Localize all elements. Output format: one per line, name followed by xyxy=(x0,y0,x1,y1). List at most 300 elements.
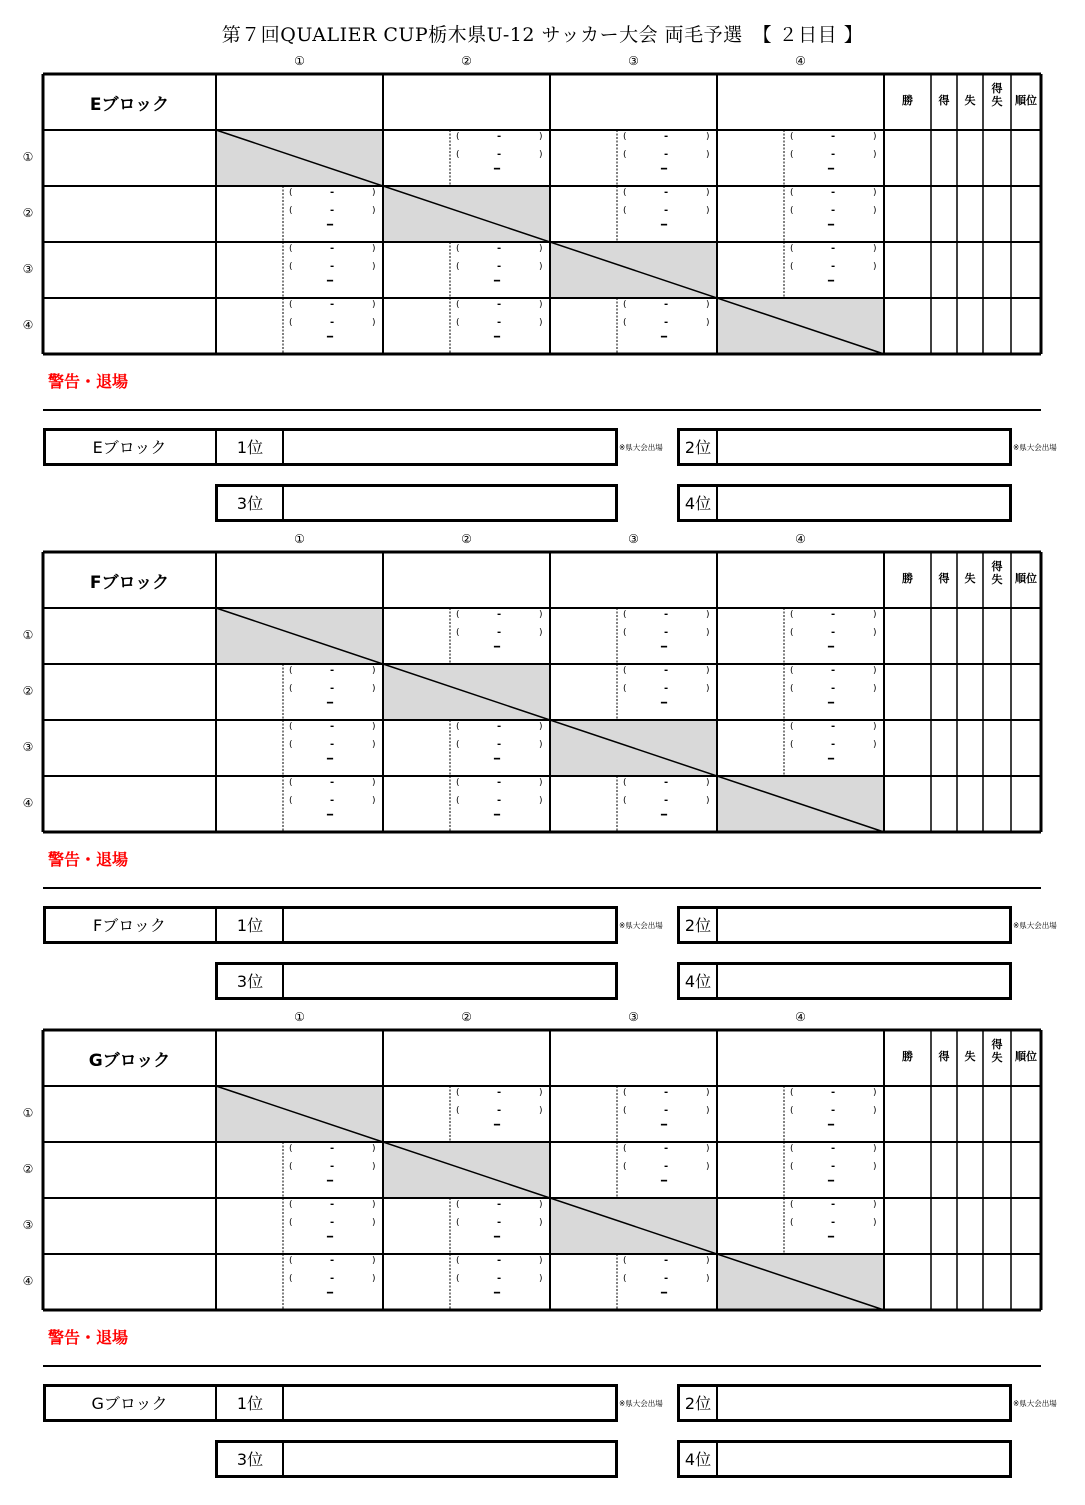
score-close-paren: ) xyxy=(873,722,877,732)
score-open-paren: ( xyxy=(790,610,794,620)
score-close-paren: ) xyxy=(539,318,543,328)
score-separator: - xyxy=(831,609,836,620)
score-close-paren: ) xyxy=(539,1218,543,1228)
rank-4-team-field[interactable] xyxy=(719,487,1009,519)
score-total-mark: ━ xyxy=(828,1232,835,1243)
rank-2-label: 2位 xyxy=(684,438,712,457)
row-number: ① xyxy=(22,628,34,642)
rank-4-label: 4位 xyxy=(684,494,712,513)
score-separator: - xyxy=(497,243,502,254)
score-close-paren: ) xyxy=(372,1256,376,1266)
score-open-paren: ( xyxy=(790,188,794,198)
score-close-paren: ) xyxy=(706,684,710,694)
score-separator: - xyxy=(330,777,335,788)
score-open-paren: ( xyxy=(790,1144,794,1154)
score-separator: - xyxy=(831,721,836,732)
rank-3-team-field[interactable] xyxy=(285,965,615,997)
rank-1-label: 1位 xyxy=(236,1394,264,1413)
header-goals-for xyxy=(931,1050,957,1063)
header-text: 勝 xyxy=(902,94,913,107)
score-close-paren: ) xyxy=(372,1144,376,1154)
score-open-paren: ( xyxy=(623,206,627,216)
score-close-paren: ) xyxy=(539,610,543,620)
score-open-paren: ( xyxy=(456,262,460,272)
score-separator: - xyxy=(831,1143,836,1154)
score-open-paren: ( xyxy=(790,666,794,676)
score-separator: - xyxy=(497,261,502,272)
score-separator: - xyxy=(831,1105,836,1116)
score-separator: - xyxy=(831,131,836,142)
score-open-paren: ( xyxy=(790,1106,794,1116)
row-number: ① xyxy=(22,150,34,164)
score-close-paren: ) xyxy=(873,1144,877,1154)
score-close-paren: ) xyxy=(372,1162,376,1172)
warning-label: 警告・退場 xyxy=(48,372,129,391)
rank-2-label: 2位 xyxy=(684,1394,712,1413)
score-separator: - xyxy=(497,777,502,788)
column-number: ① xyxy=(294,54,305,68)
header-text: 得 xyxy=(991,1038,1003,1051)
score-open-paren: ( xyxy=(289,1200,293,1210)
score-close-paren: ) xyxy=(873,684,877,694)
score-close-paren: ) xyxy=(706,206,710,216)
header-text: 勝 xyxy=(902,572,913,585)
score-open-paren: ( xyxy=(289,1218,293,1228)
header-text: 得 xyxy=(938,94,950,107)
score-close-paren: ) xyxy=(873,244,877,254)
score-separator: - xyxy=(497,609,502,620)
score-total-mark: ━ xyxy=(828,220,835,231)
score-open-paren: ( xyxy=(790,244,794,254)
row-number: ② xyxy=(22,684,34,698)
score-separator: - xyxy=(330,1161,335,1172)
score-open-paren: ( xyxy=(790,1218,794,1228)
score-separator: - xyxy=(831,665,836,676)
row-number: ② xyxy=(22,206,34,220)
score-open-paren: ( xyxy=(623,1256,627,1266)
score-total-mark: ━ xyxy=(327,810,334,821)
score-close-paren: ) xyxy=(706,778,710,788)
header-text: 順位 xyxy=(1015,1050,1037,1063)
score-separator: - xyxy=(330,1255,335,1266)
score-close-paren: ) xyxy=(372,188,376,198)
score-close-paren: ) xyxy=(873,132,877,142)
score-close-paren: ) xyxy=(539,244,543,254)
score-total-mark: ━ xyxy=(828,276,835,287)
score-close-paren: ) xyxy=(539,262,543,272)
score-separator: - xyxy=(831,1087,836,1098)
score-open-paren: ( xyxy=(623,684,627,694)
score-total-mark: ━ xyxy=(661,810,668,821)
rank-2-team-field[interactable] xyxy=(719,909,1009,941)
score-close-paren: ) xyxy=(706,666,710,676)
score-total-mark: ━ xyxy=(327,276,334,287)
score-separator: - xyxy=(664,777,669,788)
rank-2-team-field[interactable] xyxy=(719,431,1009,463)
score-separator: - xyxy=(330,187,335,198)
row-number: ③ xyxy=(22,740,34,754)
score-open-paren: ( xyxy=(289,1274,293,1284)
score-open-paren: ( xyxy=(790,206,794,216)
score-separator: - xyxy=(330,721,335,732)
row-number: ③ xyxy=(22,1218,34,1232)
row-number: ④ xyxy=(22,318,34,332)
score-total-mark: ━ xyxy=(494,1232,501,1243)
header-rank xyxy=(1011,1050,1041,1063)
score-open-paren: ( xyxy=(456,244,460,254)
score-total-mark: ━ xyxy=(494,754,501,765)
header-text: 失 xyxy=(964,1050,976,1063)
row-number: ④ xyxy=(22,796,34,810)
column-number: ② xyxy=(461,54,472,68)
result-block-label: Gブロック xyxy=(91,1394,168,1413)
score-separator: - xyxy=(330,317,335,328)
score-open-paren: ( xyxy=(289,188,293,198)
page-title: 第７回QUALIER CUP栃木県U-12 サッカー大会 両毛予選 【 ２日目 】 xyxy=(221,24,864,46)
score-separator: - xyxy=(664,1255,669,1266)
score-close-paren: ) xyxy=(873,610,877,620)
header-goals-for xyxy=(931,572,957,585)
score-open-paren: ( xyxy=(289,666,293,676)
rank-4-label: 4位 xyxy=(684,972,712,991)
score-total-mark: ━ xyxy=(661,332,668,343)
score-total-mark: ━ xyxy=(661,1176,668,1187)
score-open-paren: ( xyxy=(456,610,460,620)
score-separator: - xyxy=(497,721,502,732)
score-separator: - xyxy=(497,131,502,142)
header-goals-for xyxy=(931,94,957,107)
header-text: 失 xyxy=(991,95,1003,108)
score-open-paren: ( xyxy=(289,740,293,750)
score-open-paren: ( xyxy=(289,1162,293,1172)
header-goals-against xyxy=(957,94,983,107)
score-close-paren: ) xyxy=(873,150,877,160)
score-open-paren: ( xyxy=(790,150,794,160)
score-close-paren: ) xyxy=(539,1088,543,1098)
score-total-mark: ━ xyxy=(494,332,501,343)
score-close-paren: ) xyxy=(372,684,376,694)
score-open-paren: ( xyxy=(289,1256,293,1266)
score-separator: - xyxy=(497,1255,502,1266)
score-open-paren: ( xyxy=(623,188,627,198)
score-close-paren: ) xyxy=(372,666,376,676)
score-open-paren: ( xyxy=(790,722,794,732)
score-open-paren: ( xyxy=(289,262,293,272)
score-close-paren: ) xyxy=(873,1200,877,1210)
score-open-paren: ( xyxy=(289,244,293,254)
score-open-paren: ( xyxy=(289,778,293,788)
score-close-paren: ) xyxy=(706,1144,710,1154)
score-total-mark: ━ xyxy=(327,1232,334,1243)
score-total-mark: ━ xyxy=(327,754,334,765)
header-rank xyxy=(1011,572,1041,585)
score-open-paren: ( xyxy=(790,1088,794,1098)
score-separator: - xyxy=(497,627,502,638)
score-separator: - xyxy=(831,1161,836,1172)
score-close-paren: ) xyxy=(539,796,543,806)
column-number: ④ xyxy=(795,1010,806,1024)
score-total-mark: ━ xyxy=(661,220,668,231)
column-number: ③ xyxy=(628,54,639,68)
header-wins xyxy=(884,94,931,107)
score-close-paren: ) xyxy=(372,1200,376,1210)
score-total-mark: ━ xyxy=(661,1120,668,1131)
score-close-paren: ) xyxy=(873,206,877,216)
score-open-paren: ( xyxy=(623,1088,627,1098)
rank-1-team-field[interactable] xyxy=(285,431,615,463)
score-close-paren: ) xyxy=(372,300,376,310)
score-total-mark: ━ xyxy=(327,698,334,709)
row-number: ④ xyxy=(22,1274,34,1288)
score-separator: - xyxy=(664,1105,669,1116)
header-goals-against xyxy=(957,572,983,585)
rank-1-team-field[interactable] xyxy=(285,1387,615,1419)
header-text: 失 xyxy=(991,573,1003,586)
section-divider xyxy=(43,409,1041,411)
score-total-mark: ━ xyxy=(828,754,835,765)
score-separator: - xyxy=(664,149,669,160)
score-separator: - xyxy=(664,205,669,216)
rank-2-label: 2位 xyxy=(684,916,712,935)
warning-label: 警告・退場 xyxy=(48,850,129,869)
rank-3-label: 3位 xyxy=(236,1450,264,1469)
score-total-mark: ━ xyxy=(494,164,501,175)
block-label: Gブロック xyxy=(88,1051,171,1071)
score-close-paren: ) xyxy=(372,244,376,254)
score-open-paren: ( xyxy=(456,150,460,160)
score-open-paren: ( xyxy=(456,1274,460,1284)
score-open-paren: ( xyxy=(289,722,293,732)
score-total-mark: ━ xyxy=(494,1120,501,1131)
score-separator: - xyxy=(664,683,669,694)
score-open-paren: ( xyxy=(456,300,460,310)
score-open-paren: ( xyxy=(456,628,460,638)
score-open-paren: ( xyxy=(456,796,460,806)
score-open-paren: ( xyxy=(289,300,293,310)
score-close-paren: ) xyxy=(706,188,710,198)
column-number: ③ xyxy=(628,1010,639,1024)
score-close-paren: ) xyxy=(706,300,710,310)
score-close-paren: ) xyxy=(372,796,376,806)
score-total-mark: ━ xyxy=(661,164,668,175)
score-separator: - xyxy=(664,627,669,638)
score-open-paren: ( xyxy=(623,318,627,328)
score-close-paren: ) xyxy=(539,150,543,160)
score-close-paren: ) xyxy=(539,1274,543,1284)
score-separator: - xyxy=(664,795,669,806)
score-separator: - xyxy=(831,739,836,750)
score-close-paren: ) xyxy=(372,262,376,272)
score-separator: - xyxy=(330,665,335,676)
score-separator: - xyxy=(831,1199,836,1210)
score-separator: - xyxy=(497,1199,502,1210)
score-total-mark: ━ xyxy=(327,332,334,343)
header-text: 得 xyxy=(991,560,1003,573)
score-separator: - xyxy=(831,683,836,694)
score-close-paren: ) xyxy=(706,1256,710,1266)
score-separator: - xyxy=(330,205,335,216)
score-close-paren: ) xyxy=(539,1256,543,1266)
rank-1-label: 1位 xyxy=(236,916,264,935)
score-separator: - xyxy=(664,187,669,198)
header-goal-difference xyxy=(983,82,1011,108)
score-open-paren: ( xyxy=(456,132,460,142)
score-open-paren: ( xyxy=(790,132,794,142)
rank-2-team-field[interactable] xyxy=(719,1387,1009,1419)
column-number: ① xyxy=(294,1010,305,1024)
score-open-paren: ( xyxy=(456,1218,460,1228)
rank-1-team-field[interactable] xyxy=(285,909,615,941)
score-open-paren: ( xyxy=(623,628,627,638)
score-separator: - xyxy=(330,683,335,694)
header-text: 得 xyxy=(991,82,1003,95)
qualify-note: ※県大会出場 xyxy=(619,1399,663,1408)
header-text: 失 xyxy=(991,1051,1003,1064)
score-close-paren: ) xyxy=(539,740,543,750)
score-total-mark: ━ xyxy=(327,1288,334,1299)
score-open-paren: ( xyxy=(790,740,794,750)
score-total-mark: ━ xyxy=(494,276,501,287)
qualify-note: ※県大会出場 xyxy=(619,921,663,930)
score-separator: - xyxy=(831,627,836,638)
score-open-paren: ( xyxy=(623,300,627,310)
score-close-paren: ) xyxy=(372,1274,376,1284)
score-open-paren: ( xyxy=(456,1106,460,1116)
row-number: ② xyxy=(22,1162,34,1176)
score-close-paren: ) xyxy=(372,206,376,216)
rank-3-team-field[interactable] xyxy=(285,487,615,519)
score-separator: - xyxy=(664,609,669,620)
score-separator: - xyxy=(664,665,669,676)
score-open-paren: ( xyxy=(623,778,627,788)
rank-3-team-field[interactable] xyxy=(285,1443,615,1475)
score-separator: - xyxy=(330,1199,335,1210)
score-total-mark: ━ xyxy=(828,698,835,709)
score-close-paren: ) xyxy=(873,628,877,638)
column-number: ④ xyxy=(795,532,806,546)
header-goal-difference xyxy=(983,1038,1011,1064)
header-text: 勝 xyxy=(902,1050,913,1063)
score-separator: - xyxy=(497,739,502,750)
score-separator: - xyxy=(664,299,669,310)
score-close-paren: ) xyxy=(539,300,543,310)
rank-4-team-field[interactable] xyxy=(719,1443,1009,1475)
result-block-label: Fブロック xyxy=(93,916,166,935)
column-number: ③ xyxy=(628,532,639,546)
result-block-label: Eブロック xyxy=(92,438,167,457)
row-number: ① xyxy=(22,1106,34,1120)
score-open-paren: ( xyxy=(623,796,627,806)
score-close-paren: ) xyxy=(873,1162,877,1172)
score-separator: - xyxy=(664,1087,669,1098)
score-total-mark: ━ xyxy=(661,642,668,653)
score-separator: - xyxy=(664,1161,669,1172)
header-text: 順位 xyxy=(1015,94,1037,107)
score-open-paren: ( xyxy=(289,1144,293,1154)
score-total-mark: ━ xyxy=(828,1120,835,1131)
rank-4-team-field[interactable] xyxy=(719,965,1009,997)
header-text: 失 xyxy=(964,94,976,107)
score-total-mark: ━ xyxy=(828,1176,835,1187)
score-open-paren: ( xyxy=(456,778,460,788)
score-close-paren: ) xyxy=(706,150,710,160)
score-close-paren: ) xyxy=(873,740,877,750)
score-total-mark: ━ xyxy=(661,698,668,709)
score-close-paren: ) xyxy=(539,132,543,142)
qualify-note: ※県大会出場 xyxy=(619,443,663,452)
score-close-paren: ) xyxy=(539,1106,543,1116)
score-close-paren: ) xyxy=(372,740,376,750)
score-close-paren: ) xyxy=(706,628,710,638)
score-separator: - xyxy=(497,149,502,160)
rank-3-label: 3位 xyxy=(236,494,264,513)
score-close-paren: ) xyxy=(706,318,710,328)
score-close-paren: ) xyxy=(372,1218,376,1228)
score-open-paren: ( xyxy=(790,628,794,638)
score-separator: - xyxy=(330,299,335,310)
score-open-paren: ( xyxy=(289,684,293,694)
section-divider xyxy=(43,887,1041,889)
score-close-paren: ) xyxy=(873,666,877,676)
header-text: 得 xyxy=(938,1050,950,1063)
score-close-paren: ) xyxy=(873,188,877,198)
column-number: ① xyxy=(294,532,305,546)
score-open-paren: ( xyxy=(623,132,627,142)
header-goal-difference xyxy=(983,560,1011,586)
score-open-paren: ( xyxy=(790,262,794,272)
block-label: Eブロック xyxy=(89,95,170,115)
score-close-paren: ) xyxy=(539,778,543,788)
score-separator: - xyxy=(330,1273,335,1284)
qualify-note: ※県大会出場 xyxy=(1013,443,1057,452)
header-goals-against xyxy=(957,1050,983,1063)
score-open-paren: ( xyxy=(456,1088,460,1098)
score-separator: - xyxy=(831,149,836,160)
score-separator: - xyxy=(330,1143,335,1154)
header-text: 得 xyxy=(938,572,950,585)
warning-label: 警告・退場 xyxy=(48,1328,129,1347)
score-open-paren: ( xyxy=(623,150,627,160)
score-separator: - xyxy=(497,1087,502,1098)
score-close-paren: ) xyxy=(706,132,710,142)
score-separator: - xyxy=(497,1217,502,1228)
header-rank xyxy=(1011,94,1041,107)
column-number: ② xyxy=(461,532,472,546)
score-open-paren: ( xyxy=(623,1274,627,1284)
score-open-paren: ( xyxy=(790,1200,794,1210)
column-number: ④ xyxy=(795,54,806,68)
score-separator: - xyxy=(831,261,836,272)
score-close-paren: ) xyxy=(372,722,376,732)
score-open-paren: ( xyxy=(623,1144,627,1154)
score-separator: - xyxy=(831,187,836,198)
score-separator: - xyxy=(330,1217,335,1228)
score-separator: - xyxy=(497,1105,502,1116)
score-open-paren: ( xyxy=(623,1162,627,1172)
score-separator: - xyxy=(831,205,836,216)
score-separator: - xyxy=(664,131,669,142)
score-close-paren: ) xyxy=(539,1200,543,1210)
score-total-mark: ━ xyxy=(661,1288,668,1299)
score-separator: - xyxy=(664,1143,669,1154)
rank-3-label: 3位 xyxy=(236,972,264,991)
header-text: 順位 xyxy=(1015,572,1037,585)
score-close-paren: ) xyxy=(539,722,543,732)
score-separator: - xyxy=(330,795,335,806)
score-separator: - xyxy=(831,243,836,254)
score-total-mark: ━ xyxy=(494,810,501,821)
score-open-paren: ( xyxy=(623,1106,627,1116)
